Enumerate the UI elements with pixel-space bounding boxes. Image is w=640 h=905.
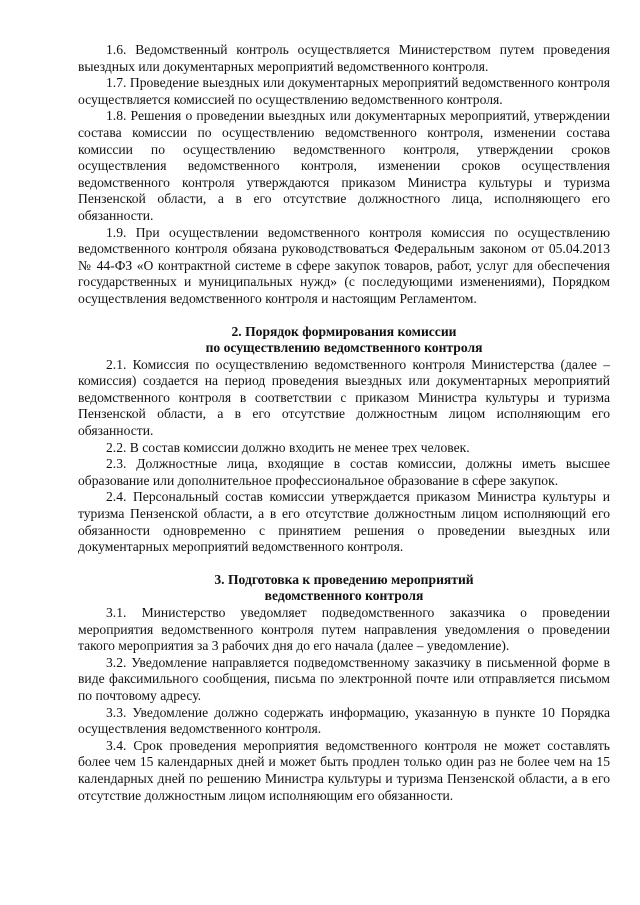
paragraph-3-2: 3.2. Уведомление направляется подведомственному заказчику в письменной форме в виде факсимильного сообщения, письма по электронной почте или отправляется письмом по почтовому адресу.: [78, 654, 610, 703]
section-2-title-line-2: по осуществлению ведомственного контроля: [205, 340, 483, 356]
paragraph-2-2: 2.2. В состав комиссии должно входить не менее трех человек.: [106, 439, 470, 455]
paragraph-2-3: 2.3. Должностные лица, входящие в состав комиссии, должны иметь высшее образование или дополнительное профессиональное образование в сфере закупок.: [78, 456, 610, 488]
paragraph-3-3: 3.3. Уведомление должно содержать информацию, указанную в пункте 10 Порядка осуществления ведомственного контроля.: [78, 704, 610, 737]
paragraph-1-7: 1.7. Проведение выездных или документарных мероприятий ведомственного контроля осуществляется комиссией по осуществлению ведомственного контроля.: [78, 75, 610, 107]
section-3-title-line-2: ведомственного контроля: [264, 588, 424, 604]
section-3-title-line-1: 3. Подготовка к проведению мероприятий: [214, 571, 474, 587]
paragraph-1-9: 1.9. При осуществлении ведомственного контроля комиссия по осуществлению ведомственного контроля обязана руководствоваться Федеральным законом от 05.04.2013 № 44-ФЗ «О контрактной системе в сфере закупок товаров, работ, услуг для обеспечения государственных и муниципальных нужд» (с последующими изменениями), Порядком осуществления ведомственного контроля и настоящим Регламентом.: [78, 224, 610, 306]
document-page: [78, 42, 610, 804]
section-2-title-line-1: 2. Порядок формирования комиссии: [231, 323, 457, 339]
paragraph-2-4: 2.4. Персональный состав комиссии утверждается приказом Министра культуры и туризма Пензенской области, а в его отсутствие должностным лицом исполняющий его обязанности одновременно с принятием решения о проведении выездных или документарных мероприятий ведомственного контроля.: [78, 489, 610, 555]
paragraph-1-8: 1.8. Решения о проведении выездных или документарных мероприятий, утверждении состава комиссии по осуществлению ведомственного контроля, изменении состава комиссии по осуществлению ведомственного контроля, утверждении сроков осуществления ведомственного контроля, изменении сроков осуществления ведомственного контроля утверждаются приказом Министра культуры и туризма Пензенской области, а в его отсутствие должностного лица, исполняющего его обязанности.: [78, 108, 610, 223]
paragraph-1-6: 1.6. Ведомственный контроль осуществляется Министерством путем проведения выездных или документарных мероприятий ведомственного контроля.: [78, 42, 610, 74]
paragraph-3-4: 3.4. Срок проведения мероприятия ведомственного контроля не может составлять более чем 15 календарных дней и может быть продлен только один раз не более чем на 15 календарных дней по решению Министра культуры и туризма Пензенской области, а в его отсутствие должностным лицом исполняющим его обязанности.: [78, 737, 610, 803]
paragraph-2-1: 2.1. Комиссия по осуществлению ведомственного контроля Министерства (далее – комиссия) создается на период проведения выездных или документарных мероприятий ведомственного контроля в соответствии с приказом Министра культуры и туризма Пензенской области, а в его отсутствие должностным лицом исполняющим его обязанности.: [78, 356, 610, 439]
paragraph-3-1: 3.1. Министерство уведомляет подведомственного заказчика о проведении мероприятия ведомственного контроля путем направления уведомления о проведении такого мероприятия за 3 рабочих дня до его начала (далее – уведомление).: [78, 605, 610, 654]
